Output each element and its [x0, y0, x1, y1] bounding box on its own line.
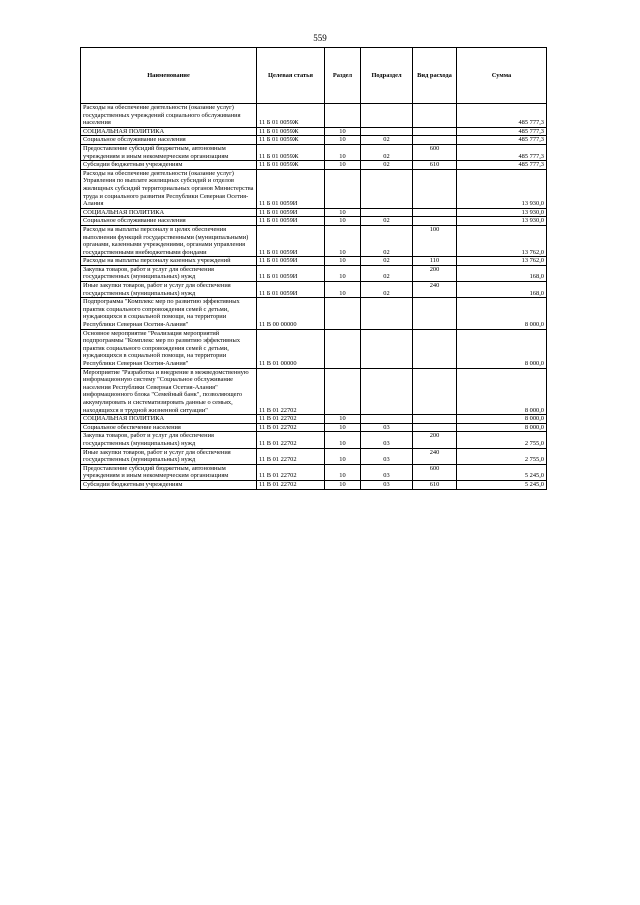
cell-sum: 5 245,0 [457, 464, 547, 480]
cell-article: 11 Б 01 0059И [257, 169, 325, 208]
cell-name: Социальное обслуживание населения [81, 217, 257, 226]
cell-section: 10 [325, 464, 361, 480]
cell-sum: 13 762,0 [457, 225, 547, 256]
cell-article: 11 В 01 22702 [257, 423, 325, 432]
cell-type [413, 368, 457, 415]
cell-name: Расходы на выплаты персоналу казенных учреждений [81, 257, 257, 266]
cell-section [325, 329, 361, 368]
cell-section: 10 [325, 136, 361, 145]
cell-sum: 13 930,0 [457, 217, 547, 226]
cell-subsection: 03 [361, 432, 413, 448]
cell-type: 610 [413, 161, 457, 170]
table-row [81, 144, 547, 160]
cell-section: 10 [325, 282, 361, 298]
cell-subsection [361, 298, 413, 329]
header-article: Целевая статья [257, 48, 325, 104]
cell-type: 240 [413, 448, 457, 464]
cell-subsection: 02 [361, 265, 413, 281]
cell-name: Основное мероприятие "Реализация мероприятий подпрограммы "Комплекс мер по развитию эффективных практик социального сопровождения семей с детьми, нуждающихся в социальной помощи, на территории Республики Северная Осетия-Алания" [81, 329, 257, 368]
cell-subsection: 02 [361, 136, 413, 145]
cell-article: 11 Б 01 0059И [257, 208, 325, 217]
cell-sum: 485 777,3 [457, 144, 547, 160]
cell-sum: 485 777,3 [457, 127, 547, 136]
cell-name: Иные закупки товаров, работ и услуг для обеспечения государственных (муниципальных) нужд [81, 448, 257, 464]
cell-section: 10 [325, 265, 361, 281]
cell-type [413, 136, 457, 145]
cell-name: Субсидии бюджетным учреждениям [81, 480, 257, 489]
cell-name: СОЦИАЛЬНАЯ ПОЛИТИКА [81, 127, 257, 136]
cell-article: 11 В 01 00000 [257, 329, 325, 368]
table-row [81, 464, 547, 480]
cell-article: 11 Б 01 0059Ж [257, 144, 325, 160]
cell-name: Закупка товаров, работ и услуг для обеспечения государственных (муниципальных) нужд [81, 432, 257, 448]
cell-article: 11 В 01 22702 [257, 448, 325, 464]
cell-section: 10 [325, 208, 361, 217]
table-row [81, 448, 547, 464]
cell-article: 11 Б 01 0059И [257, 257, 325, 266]
cell-name: Мероприятие "Разработка и внедрение в межведомственную информационную систему "Социальное обслуживание населения Республики Северная Осетия-Алания" информационного блока "Семейный банк", позволяющего аккумулировать и систематизировать данные о семьях, находящихся в трудной жизненной ситуации" [81, 368, 257, 415]
cell-name: Субсидии бюджетным учреждениям [81, 161, 257, 170]
cell-type [413, 127, 457, 136]
cell-article: 11 Б 01 0059И [257, 282, 325, 298]
cell-type: 100 [413, 225, 457, 256]
cell-article: 11 Б 01 0059И [257, 225, 325, 256]
cell-name: Предоставление субсидий бюджетным, автономным учреждениям и иным некоммерческим организациям [81, 144, 257, 160]
page-number: 559 [313, 33, 327, 43]
header-section: Раздел [325, 48, 361, 104]
cell-sum: 485 777,3 [457, 136, 547, 145]
cell-sum: 485 777,3 [457, 161, 547, 170]
cell-name: Иные закупки товаров, работ и услуг для обеспечения государственных (муниципальных) нужд [81, 282, 257, 298]
cell-sum: 13 930,0 [457, 208, 547, 217]
cell-sum: 5 245,0 [457, 480, 547, 489]
cell-subsection: 02 [361, 217, 413, 226]
cell-type: 610 [413, 480, 457, 489]
cell-article: 11 В 01 22702 [257, 464, 325, 480]
cell-subsection [361, 127, 413, 136]
cell-type [413, 298, 457, 329]
cell-subsection: 02 [361, 225, 413, 256]
cell-section: 10 [325, 225, 361, 256]
cell-type: 200 [413, 432, 457, 448]
cell-subsection: 02 [361, 144, 413, 160]
cell-name: Расходы на обеспечение деятельности (оказание услуг) Управления по выплате жилищных субсидий и отделов жилищных субсидий территориальных органов Министерства труда и социального развития Республики Северная Осетия-Алания [81, 169, 257, 208]
cell-subsection: 03 [361, 423, 413, 432]
table-row [81, 480, 547, 489]
table-row [81, 161, 547, 170]
cell-subsection [361, 368, 413, 415]
table-row [81, 127, 547, 136]
cell-type [413, 104, 457, 128]
table-header-row [81, 48, 547, 104]
cell-sum: 2 755,0 [457, 448, 547, 464]
cell-sum: 13 930,0 [457, 169, 547, 208]
table-body [81, 104, 547, 490]
cell-type: 600 [413, 144, 457, 160]
cell-article: 11 Б 01 0059И [257, 265, 325, 281]
cell-sum: 8 000,0 [457, 415, 547, 424]
cell-name: Расходы на выплаты персоналу в целях обеспечения выполнения функций государственными (муниципальными) органами, казенными учреждениями, органами управления государственными внебюджетными фондами [81, 225, 257, 256]
table-row [81, 208, 547, 217]
cell-name: Предоставление субсидий бюджетным, автономным учреждениям и иным некоммерческим организациям [81, 464, 257, 480]
table-row [81, 423, 547, 432]
cell-article: 11 Б 01 0059И [257, 217, 325, 226]
cell-subsection: 03 [361, 480, 413, 489]
cell-article: 11 Б 01 0059Ж [257, 127, 325, 136]
cell-sum: 8 000,0 [457, 298, 547, 329]
table-row [81, 415, 547, 424]
cell-type: 200 [413, 265, 457, 281]
cell-name: Закупка товаров, работ и услуг для обеспечения государственных (муниципальных) нужд [81, 265, 257, 281]
cell-sum: 8 000,0 [457, 329, 547, 368]
table-row [81, 136, 547, 145]
cell-article: 11 В 01 22702 [257, 368, 325, 415]
cell-subsection: 02 [361, 257, 413, 266]
table-row [81, 225, 547, 256]
cell-sum: 8 000,0 [457, 368, 547, 415]
cell-subsection: 02 [361, 282, 413, 298]
cell-section [325, 169, 361, 208]
header-subsection: Подраздел [361, 48, 413, 104]
cell-subsection: 02 [361, 161, 413, 170]
cell-sum: 485 777,3 [457, 104, 547, 128]
cell-name: Подпрограмма "Комплекс мер по развитию эффективных практик социального сопровождения семей с детьми, нуждающихся в социальной помощи, на территории Республики Северная Осетия-Алания" [81, 298, 257, 329]
cell-type [413, 423, 457, 432]
cell-subsection [361, 329, 413, 368]
cell-type [413, 415, 457, 424]
cell-article: 11 В 01 22702 [257, 415, 325, 424]
cell-sum: 2 755,0 [457, 432, 547, 448]
cell-sum: 13 762,0 [457, 257, 547, 266]
table-row [81, 257, 547, 266]
table-row [81, 282, 547, 298]
table-row [81, 169, 547, 208]
cell-subsection [361, 415, 413, 424]
cell-section: 10 [325, 257, 361, 266]
cell-article: 11 Б 01 0059Ж [257, 161, 325, 170]
budget-table [80, 47, 547, 490]
cell-article: 11 В 01 22702 [257, 480, 325, 489]
cell-type [413, 329, 457, 368]
table-row [81, 217, 547, 226]
table-row [81, 329, 547, 368]
cell-type: 110 [413, 257, 457, 266]
header-name: Наименование [81, 48, 257, 104]
cell-section: 10 [325, 144, 361, 160]
cell-name: Расходы на обеспечение деятельности (оказание услуг) государственных учреждений социального обслуживания населения [81, 104, 257, 128]
cell-section: 10 [325, 161, 361, 170]
cell-section: 10 [325, 127, 361, 136]
header-type: Вид расхода [413, 48, 457, 104]
cell-subsection: 03 [361, 464, 413, 480]
cell-section [325, 368, 361, 415]
cell-type [413, 169, 457, 208]
cell-subsection [361, 104, 413, 128]
cell-sum: 168,0 [457, 282, 547, 298]
cell-name: Социальное обслуживание населения [81, 136, 257, 145]
cell-section [325, 298, 361, 329]
cell-article: 11 В 01 22702 [257, 432, 325, 448]
cell-subsection: 03 [361, 448, 413, 464]
cell-type: 240 [413, 282, 457, 298]
cell-name: Социальное обеспечение населения [81, 423, 257, 432]
cell-section: 10 [325, 415, 361, 424]
cell-section: 10 [325, 217, 361, 226]
cell-sum: 8 000,0 [457, 423, 547, 432]
cell-article: 11 Б 01 0059Ж [257, 104, 325, 128]
cell-section: 10 [325, 448, 361, 464]
cell-type: 600 [413, 464, 457, 480]
header-sum: Сумма [457, 48, 547, 104]
cell-article: 11 Б 01 0059Ж [257, 136, 325, 145]
table-row [81, 368, 547, 415]
table-row [81, 265, 547, 281]
cell-section [325, 104, 361, 128]
cell-subsection [361, 208, 413, 217]
cell-name: СОЦИАЛЬНАЯ ПОЛИТИКА [81, 415, 257, 424]
cell-section: 10 [325, 480, 361, 489]
table-row [81, 104, 547, 128]
cell-type [413, 217, 457, 226]
cell-sum: 168,0 [457, 265, 547, 281]
cell-subsection [361, 169, 413, 208]
table-row [81, 298, 547, 329]
table-row [81, 432, 547, 448]
cell-section: 10 [325, 423, 361, 432]
cell-section: 10 [325, 432, 361, 448]
cell-article: 11 В 00 00000 [257, 298, 325, 329]
cell-name: СОЦИАЛЬНАЯ ПОЛИТИКА [81, 208, 257, 217]
cell-type [413, 208, 457, 217]
